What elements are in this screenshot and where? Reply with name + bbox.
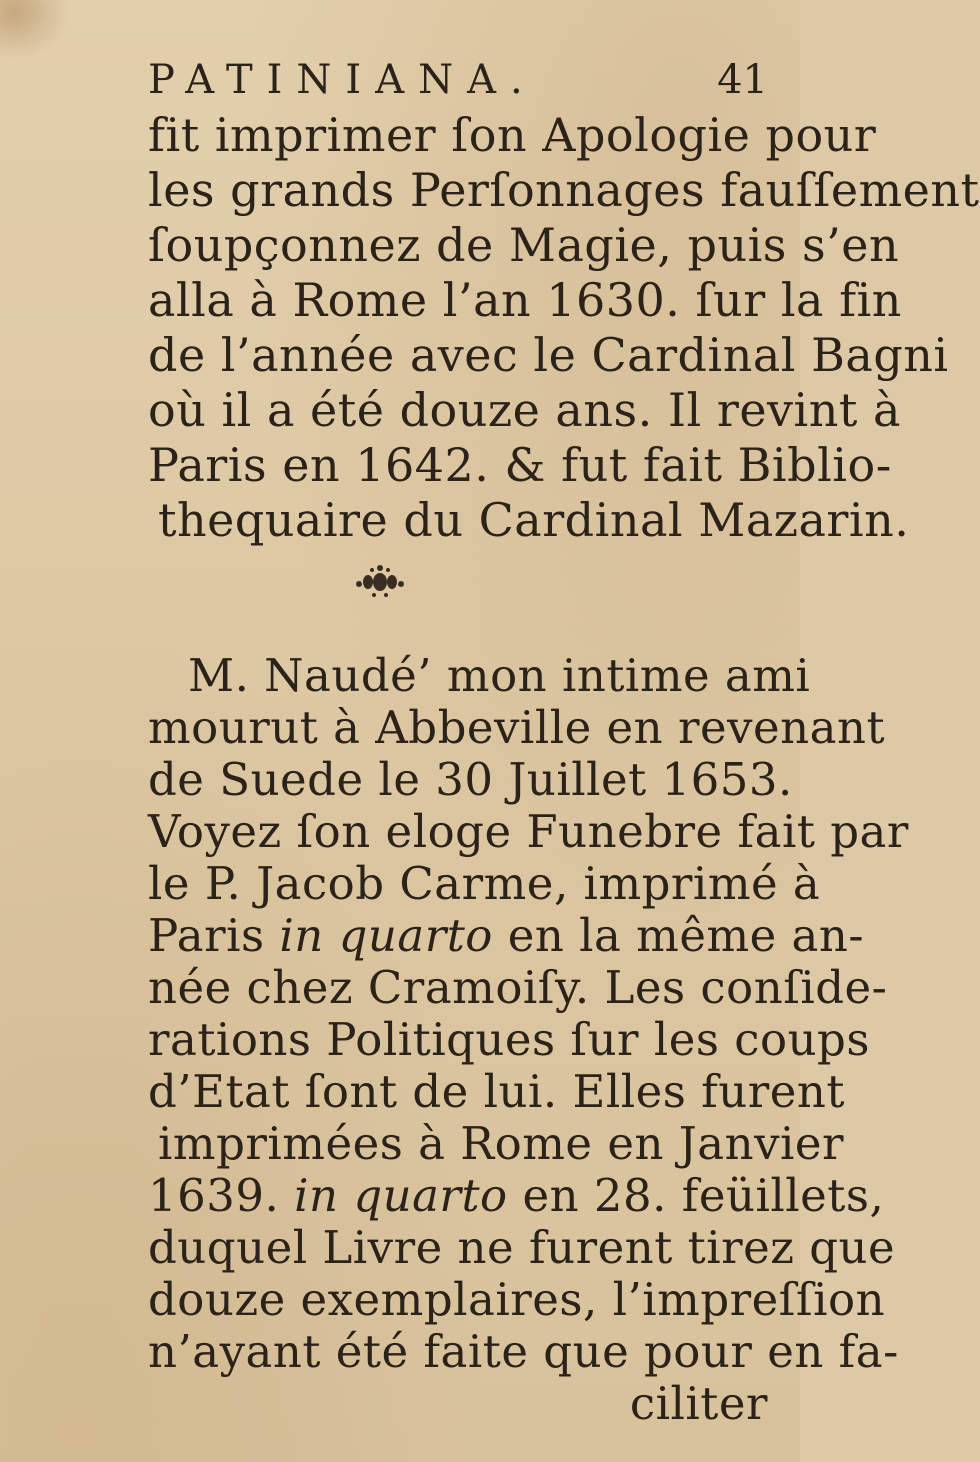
text-span: en la même an-	[507, 909, 865, 962]
text-line: Voyez ſon eloge Funebre fait par	[148, 805, 909, 858]
catchword: ciliter	[629, 1377, 768, 1430]
text-line: M. Naudé’ mon intime ami	[188, 649, 811, 702]
corner-stain	[0, 0, 70, 60]
text-line: d’Etat ſont de lui. Elles furent	[148, 1065, 845, 1118]
text-line: alla à Rome l’an 1630. ſur la fin	[148, 273, 902, 327]
text-line: où il a été douze ans. Il revint à	[148, 383, 901, 437]
italic-phrase: in quarto	[279, 909, 493, 962]
text-line: duquel Livre ne furent tirez que	[148, 1221, 896, 1274]
text-line: n’ayant été faite que pour en fa-	[148, 1325, 899, 1378]
text-line: de l’année avec le Cardinal Bagni	[148, 328, 949, 382]
page-number: 41	[717, 57, 768, 103]
text-line: mourut à Abbeville en revenant	[148, 701, 886, 754]
text-line: ſoupçonnez de Magie, puis s’en	[148, 218, 900, 272]
text-span: en 28. feüillets,	[522, 1169, 885, 1222]
text-span: Paris	[148, 909, 265, 962]
text-line: les grands Perſonnages fauſſement	[148, 163, 980, 217]
text-line: fit imprimer ſon Apologie pour	[148, 108, 877, 162]
fleuron-ornament-icon	[350, 560, 410, 600]
text-line: le P. Jacob Carme, imprimé à	[148, 857, 821, 910]
text-line	[148, 910, 864, 962]
text-line: imprimées à Rome en Janvier	[158, 1117, 845, 1170]
text-line: née chez Cramoiſy. Les conſide-	[148, 961, 888, 1014]
text-line: thequaire du Cardinal Mazarin.	[158, 493, 910, 547]
running-head	[148, 55, 768, 105]
text-line: de Suede le 30 Juillet 1653.	[148, 753, 793, 806]
text-line: rations Politiques ſur les coups	[148, 1013, 870, 1066]
text-line: Paris en 1642. & fut fait Biblio-	[148, 438, 892, 492]
italic-phrase: in quarto	[294, 1169, 508, 1222]
running-title: PATINIANA.	[148, 57, 537, 103]
text-line: douze exemplaires, l’impreſſion	[148, 1273, 886, 1326]
text-span: 1639.	[148, 1169, 280, 1222]
text-line	[148, 1170, 884, 1222]
